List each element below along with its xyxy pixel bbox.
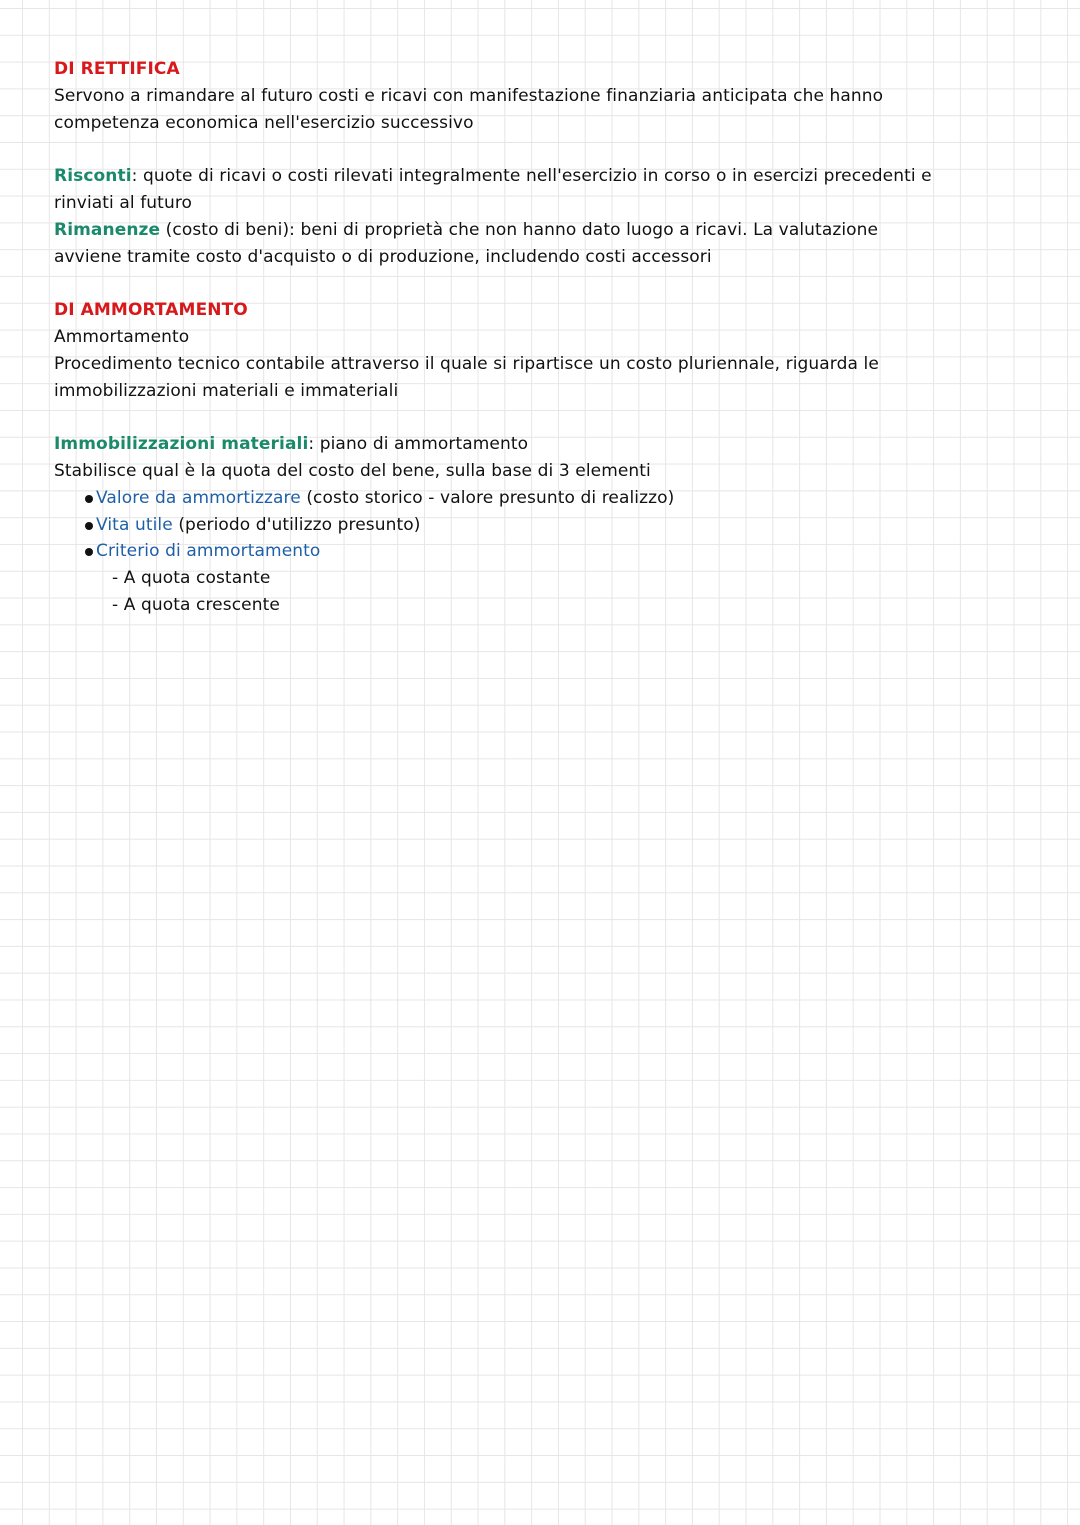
risconti-line-2: rinviati al futuro [54,192,193,213]
ammortamento-subtitle: Ammortamento [54,326,190,347]
risconti-line-1 [54,163,1014,190]
list-item-term: Vita utile [96,514,173,535]
spacer [54,136,1014,163]
bullet-icon [85,522,93,530]
section-title-ammortamento: DI AMMORTAMENTO [54,300,248,321]
list-item-term: Criterio di ammortamento [96,541,321,562]
sub-list-item: - A quota crescente [112,594,280,615]
list-item-term: Valore da ammortizzare [96,487,301,508]
immobilizzazioni-definition: : piano di ammortamento [308,434,529,455]
list-item-detail: (costo storico - valore presunto di realizzo) [300,487,675,508]
rimanenze-definition: (costo di beni): beni di proprietà che non hanno dato luogo a ricavi. La valutazione [160,219,879,240]
immobilizzazioni-line-2: Stabilisce qual è la quota del costo del bene, sulla base di 3 elementi [54,460,651,481]
ammortamento-definition-line-2: immobilizzazioni materiali e immateriali [54,380,399,401]
rimanenze-line-1 [54,217,1014,244]
immobilizzazioni-term: Immobilizzazioni materiali [54,434,309,455]
rimanenze-line-2: avviene tramite costo d'acquisto o di produzione, includendo costi accessori [54,246,712,267]
spacer [54,404,1014,431]
section-title-rettifica: DI RETTIFICA [54,59,180,79]
risconti-term: Risconti [54,166,132,187]
rettifica-intro-line-1: Servono a rimandare al futuro costi e ricavi con manifestazione finanziaria anticipata che hanno [54,85,884,106]
ammortamento-definition-line-1: Procedimento tecnico contabile attraverso il quale si ripartisce un costo pluriennale, riguarda le [54,353,879,374]
spacer [54,270,1014,297]
risconti-definition: : quote di ricavi o costi rilevati integralmente nell'esercizio in corso o in esercizi precedenti e [131,166,932,187]
notes-page [54,56,1014,619]
immobilizzazioni-line-1 [54,431,1014,458]
rettifica-intro-line-2: competenza economica nell'esercizio successivo [54,112,474,133]
list-item [54,512,1014,539]
list-item-detail: (periodo d'utilizzo presunto) [172,514,421,535]
rimanenze-term: Rimanenze [54,219,161,240]
sub-list-item: - A quota costante [112,568,271,589]
list-item [54,538,1014,565]
list-item [54,485,1014,512]
bullet-icon [85,495,93,503]
